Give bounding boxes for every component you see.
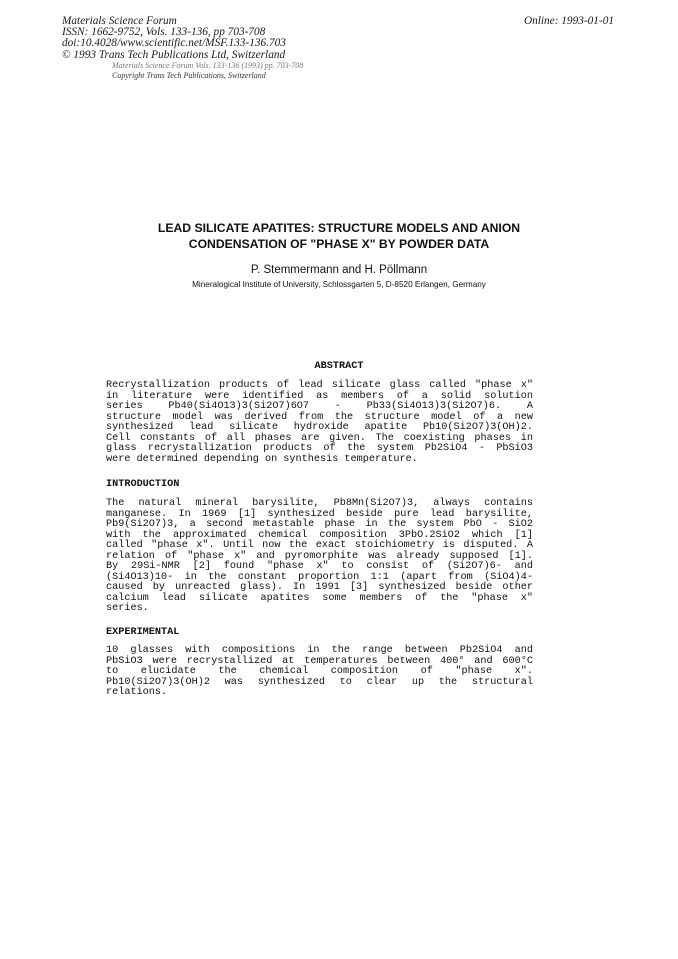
journal-issn: ISSN: 1662-9752, Vols. 133-136, pp 703-708 (62, 26, 266, 39)
introduction-line: manganese. In 1969 [1] synthesized beside pure lead barysilite, (106, 508, 533, 520)
introduction-line: called "phase x". Until now the exact stoichiometry is disputed. A (106, 540, 533, 551)
abstract-line: series Pb40(Si4O13)3(Si2O7)6O7 - Pb33(Si4O13)3(Si2O7)6. A (106, 401, 533, 412)
experimental-line: relations. (106, 687, 168, 698)
abstract-line: glass recrystallization products of the system Pb2SiO4 - PbSiO3 (106, 443, 533, 454)
abstract-heading: ABSTRACT (314, 361, 364, 372)
introduction-line: series. (106, 603, 149, 614)
paper-affiliation: Mineralogical Institute of University, Schlossgarten 5, D-8520 Erlangen, Germany (192, 280, 486, 289)
abstract-line: were determined depending on synthesis temperature. (106, 453, 418, 465)
experimental-line: PbSiO3 were recrystallized at temperatures between 400° and 600°C (106, 655, 533, 667)
experimental-line: to elucidate the chemical composition of "phase x". (106, 666, 533, 677)
introduction-line: calcium lead silicate apatites some members of the "phase x" (106, 592, 533, 604)
original-journal-line: Materials Science Forum Vols. 133-136 (1993) pp. 703-708 (112, 61, 304, 70)
experimental-line: Pb10(Si2O7)3(OH)2 was synthesized to clear up the structural (106, 676, 533, 688)
abstract-body (106, 381, 533, 465)
journal-header (62, 16, 286, 61)
introduction-line: with the approximated chemical composition 3PbO.2SiO2 which [1] (106, 529, 533, 541)
experimental-heading: EXPERIMENTAL (106, 627, 180, 638)
introduction-body (106, 499, 533, 615)
abstract-line: structure model was derived from the structure model of a new (106, 411, 533, 423)
introduction-line: caused by unreacted glass). In 1991 [3] synthesized beside other (106, 582, 533, 593)
introduction-heading: INTRODUCTION (106, 479, 180, 490)
title-line-1: LEAD SILICATE APATITES: STRUCTURE MODELS AND ANION (157, 221, 521, 235)
introduction-line: The natural mineral barysilite, Pb8Mn(Si2O7)3, always contains (106, 498, 533, 509)
abstract-line: synthesized lead silicate hydroxide apatite Pb10(Si2O7)3(OH)2. (106, 422, 533, 433)
experimental-body (106, 646, 533, 699)
introduction-line: (Si4O13)10- in the constant proportion 1:1 (apart from (SiO4)4- (106, 571, 533, 583)
abstract-line: Recrystallization products of lead silicate glass called "phase x" (106, 380, 533, 391)
abstract-line: Cell constants of all phases are given. The coexisting phases in (106, 432, 533, 444)
journal-copyright: © 1993 Trans Tech Publications Ltd, Switzerland (62, 48, 286, 61)
paper-authors: P. Stemmermann and H. Pöllmann (250, 264, 428, 276)
original-copyright-line: Copyright Trans Tech Publications, Switzerland (112, 71, 266, 80)
copyright-stamp (112, 61, 303, 81)
introduction-line: relation of "phase x" and pyromorphite was already supposed [1]. (106, 550, 533, 562)
experimental-line: 10 glasses with compositions in the range between Pb2SiO4 and (106, 645, 533, 656)
paper-title (106, 221, 572, 252)
title-line-2: CONDENSATION OF "PHASE X" BY POWDER DATA (188, 236, 490, 251)
journal-name: Materials Science Forum (62, 15, 177, 27)
abstract-line: in literature were identified as members of a solid solution (106, 390, 533, 402)
online-date: Online: 1993-01-01 (523, 15, 614, 27)
introduction-line: Pb9(Si2O7)3, a second metastable phase in the system PbO - SiO2 (106, 519, 533, 530)
introduction-line: By 29Si-NMR [2] found "phase x" to consist of (Si2O7)6- and (106, 561, 533, 572)
journal-doi[interactable]: doi:10.4028/www.scientific.net/MSF.133-136.703 (62, 37, 286, 50)
